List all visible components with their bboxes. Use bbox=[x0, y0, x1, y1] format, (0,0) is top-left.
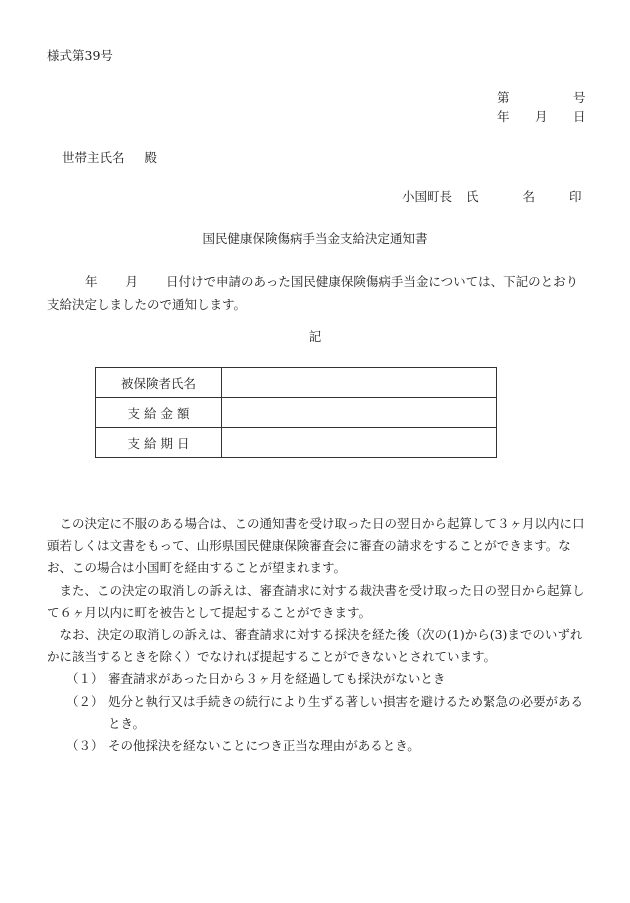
payment-amount-value bbox=[222, 398, 497, 428]
list-item-number: （３） bbox=[66, 738, 104, 754]
insured-name-value bbox=[222, 368, 497, 398]
intro-paragraph bbox=[47, 270, 587, 316]
issuer-line bbox=[402, 191, 582, 204]
document-title: 国民健康保険傷病手当金支給決定通知書 bbox=[202, 231, 428, 246]
document-number-suffix: 号 bbox=[573, 90, 586, 105]
form-number: 様式第39号 bbox=[47, 48, 113, 63]
insured-name-label: 被保険者氏名 bbox=[96, 368, 222, 398]
intro-month: 月 bbox=[125, 274, 139, 289]
list-item bbox=[66, 668, 587, 690]
document-number-line bbox=[497, 92, 586, 105]
addressee-line bbox=[62, 152, 157, 165]
seal-mark: 印 bbox=[569, 189, 582, 204]
issue-date-month: 月 bbox=[535, 109, 548, 124]
issue-date-day: 日 bbox=[573, 109, 586, 124]
list-item-text: 審査請求があった日から３ヶ月を経過しても採決がないとき bbox=[108, 671, 446, 687]
table-row bbox=[96, 368, 497, 398]
addressee-label: 世帯主氏名 bbox=[62, 150, 125, 165]
issue-date-year: 年 bbox=[497, 109, 510, 124]
payment-date-label: 支 給 期 日 bbox=[96, 428, 222, 458]
issuer-name-2: 名 bbox=[522, 189, 536, 204]
addressee-suffix: 殿 bbox=[144, 150, 158, 165]
list-item-number: （２） bbox=[66, 693, 104, 709]
ki-heading: 記 bbox=[308, 329, 322, 344]
notes-paragraph-1: この決定に不服のある場合は、この通知書を受け取った日の翌日から起算して３ヶ月以内に口頭若しくは文書をもって、山形県国民健康保険審査会に審査の請求をすることができます。なお、この場合は小国町を経由することが望まれます。 bbox=[47, 516, 585, 576]
table-row bbox=[96, 398, 497, 428]
list-item-text: その他採決を経ないことにつき正当な理由があるとき。 bbox=[108, 738, 420, 754]
issue-date-line bbox=[497, 111, 586, 124]
list-item-number: （１） bbox=[66, 671, 104, 687]
intro-text: 日付けで申請のあった国民健康保険傷病手当金については、下記のとおり支給決定しましたので通知します。 bbox=[47, 274, 579, 312]
appeal-notes bbox=[47, 513, 587, 757]
intro-year: 年 bbox=[85, 274, 98, 289]
notes-paragraph-2: また、この決定の取消しの訴えは、審査請求に対する裁決書を受け取った日の翌日から起算して６ヶ月以内に町を被告として提起することができます。 bbox=[47, 582, 585, 620]
document-number-prefix: 第 bbox=[497, 90, 510, 105]
payment-amount-label: 支 給 金 額 bbox=[96, 398, 222, 428]
list-item bbox=[66, 735, 587, 757]
detail-table bbox=[95, 367, 497, 458]
notes-paragraph-3: なお、決定の取消しの訴えは、審査請求に対する採決を経た後（次の(1)から(3)までのいずれかに該当するときを除く）でなければ提起することができないとされています。 bbox=[47, 627, 583, 665]
issuer-name-1: 氏 bbox=[466, 189, 479, 204]
list-item bbox=[66, 691, 587, 735]
notes-list bbox=[66, 668, 587, 757]
list-item-text: 処分と執行又は手続きの続行により生ずる著しい損害を避けるため緊急の必要があるとき。 bbox=[108, 693, 584, 731]
payment-date-value bbox=[222, 428, 497, 458]
table-row bbox=[96, 428, 497, 458]
issuer-title: 小国町長 bbox=[402, 189, 453, 204]
